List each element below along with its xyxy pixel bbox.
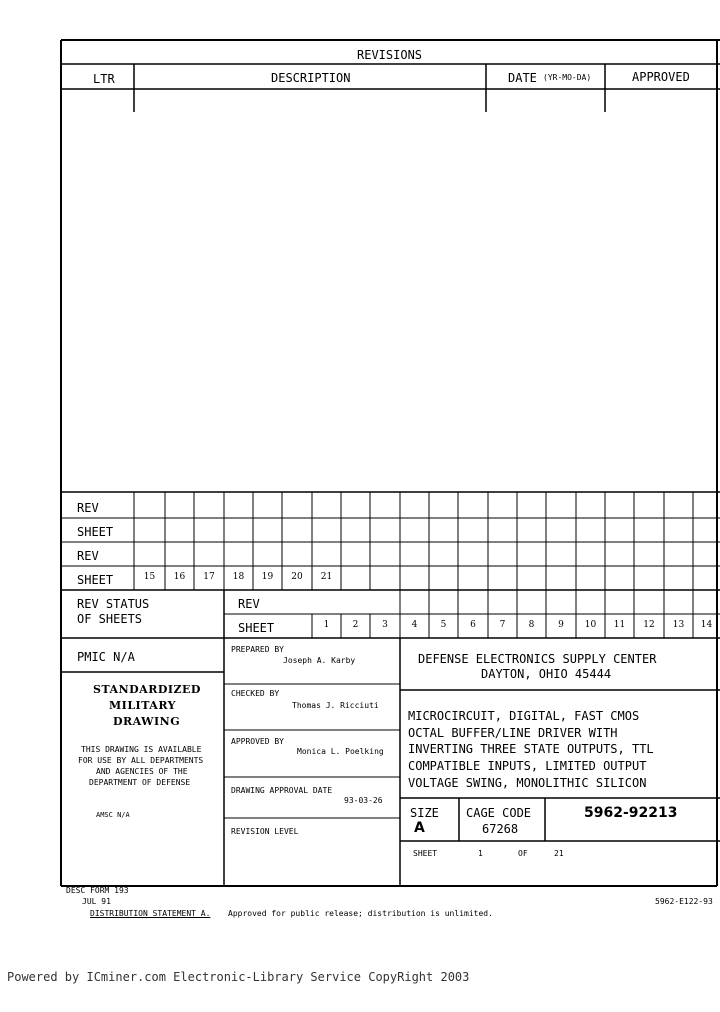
amsc-label: AMSC N/A (96, 811, 130, 819)
upper-sheet-number: 17 (203, 572, 215, 582)
lower-sheet-number: 13 (672, 620, 685, 630)
upper-sheet-number: 19 (261, 572, 274, 582)
form-date: JUL 91 (82, 897, 111, 906)
rev-status-line2: OF SHEETS (77, 612, 143, 626)
doc-title-line5: VOLTAGE SWING, MONOLITHIC SILICON (408, 776, 647, 790)
col-date-header: DATE (508, 71, 537, 85)
pmic-label: PMIC N/A (77, 650, 135, 664)
sheet-value: 1 (478, 849, 483, 858)
upper-sheet-number: 18 (232, 572, 245, 582)
of-label: OF (518, 849, 528, 858)
lower-sheet-number: 14 (700, 620, 713, 630)
size-label: SIZE (410, 806, 439, 820)
doc-title-line3: INVERTING THREE STATE OUTPUTS, TTL (408, 742, 654, 756)
col-date-format: (YR-MO-DA) (543, 73, 592, 82)
lower-sheet-number: 2 (352, 620, 359, 630)
agency-line1: DEFENSE ELECTRONICS SUPPLY CENTER (418, 652, 657, 666)
revision-level-label: REVISION LEVEL (231, 827, 299, 836)
agency-line2: DAYTON, OHIO 45444 (481, 667, 612, 681)
upper-sheet-number: 20 (291, 572, 303, 582)
smd-title-line1: STANDARDIZED (93, 683, 201, 696)
document-number: 5962-92213 (584, 805, 678, 821)
lower-sheet-number: 8 (528, 620, 535, 630)
doc-title-line2: OCTAL BUFFER/LINE DRIVER WITH (408, 726, 618, 740)
availability-line2: FOR USE BY ALL DEPARTMENTS (78, 756, 204, 765)
of-value: 21 (554, 849, 564, 858)
size-value: A (414, 820, 425, 836)
lower-rev-label: REV (238, 597, 260, 611)
availability-line4: DEPARTMENT OF DEFENSE (89, 778, 191, 787)
prepared-by-name: Joseph A. Karby (283, 656, 356, 665)
smd-title-line3: DRAWING (113, 715, 181, 728)
col-approved-header: APPROVED (632, 70, 690, 84)
lower-sheet-number: 12 (643, 620, 655, 630)
distribution-statement-label: DISTRIBUTION STATEMENT A. (90, 909, 211, 918)
sheet-label-2: SHEET (77, 573, 114, 587)
approved-by-label: APPROVED BY (231, 737, 284, 746)
approval-date-value: 93-03-26 (344, 796, 383, 805)
prepared-by-label: PREPARED BY (231, 645, 284, 654)
approval-date-label: DRAWING APPROVAL DATE (231, 786, 333, 795)
availability-line3: AND AGENCIES OF THE (96, 767, 188, 776)
doc-title-line1: MICROCIRCUIT, DIGITAL, FAST CMOS (408, 709, 640, 723)
lower-sheet-number: 4 (411, 620, 418, 630)
rev-label-1: REV (77, 501, 99, 515)
lower-sheet-number: 1 (323, 620, 330, 630)
form-number: DESC FORM 193 (66, 886, 129, 895)
lower-sheet-number: 6 (470, 620, 476, 630)
cage-code-value: 67268 (482, 822, 519, 836)
sheet-label: SHEET (413, 849, 438, 858)
lower-sheet-number: 5 (440, 620, 447, 630)
approved-by-name: Monica L. Poelking (297, 747, 384, 756)
rev-status-line1: REV STATUS (77, 597, 150, 611)
upper-sheet-number: 21 (320, 572, 333, 582)
checked-by-name: Thomas J. Ricciuti (292, 701, 379, 710)
form-code: 5962-E122-93 (655, 897, 713, 906)
cage-code-label: CAGE CODE (466, 806, 532, 820)
lower-sheet-label: SHEET (238, 621, 275, 635)
lower-sheet-number: 7 (499, 620, 506, 630)
upper-sheet-number: 15 (143, 572, 156, 582)
col-description-header: DESCRIPTION (271, 71, 351, 85)
doc-title-line4: COMPATIBLE INPUTS, LIMITED OUTPUT (408, 759, 647, 773)
lower-sheet-number: 9 (558, 620, 564, 630)
col-ltr-header: LTR (93, 72, 115, 86)
distribution-statement-text: Approved for public release; distribution is unlimited. (228, 909, 493, 918)
upper-sheet-number: 16 (173, 572, 186, 582)
smd-title-line2: MILITARY (109, 699, 176, 712)
lower-sheet-number: 10 (584, 620, 597, 630)
powered-by-banner: Powered by ICminer.com Electronic-Library Service CopyRight 2003 (7, 970, 470, 984)
checked-by-label: CHECKED BY (231, 689, 280, 698)
sheet-label-1: SHEET (77, 525, 114, 539)
lower-sheet-number: 11 (613, 620, 626, 630)
availability-line1: THIS DRAWING IS AVAILABLE (81, 745, 202, 754)
lower-sheet-number: 3 (382, 620, 388, 630)
revisions-title: REVISIONS (357, 48, 423, 62)
rev-label-2: REV (77, 549, 99, 563)
